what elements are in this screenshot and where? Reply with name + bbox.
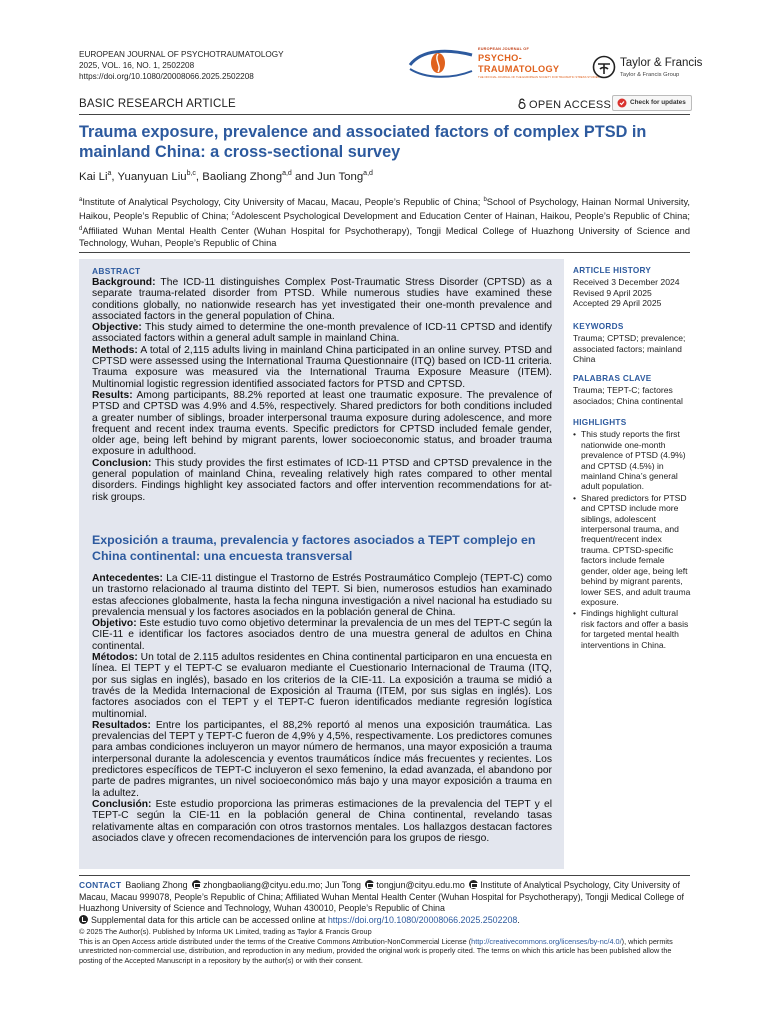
contact-email-2[interactable]: tongjun@cityu.edu.mo bbox=[376, 880, 465, 890]
publisher-emblem-icon bbox=[592, 55, 616, 79]
publisher-logo bbox=[592, 55, 702, 81]
supplemental-text: Supplemental data for this article can be accessed online at bbox=[91, 914, 328, 925]
article-history bbox=[573, 266, 693, 309]
supplemental-icon bbox=[79, 915, 88, 924]
author-2[interactable]: Yuanyuan Liu$^{b,c}$ bbox=[117, 170, 196, 183]
logo-bottom-text: THE OFFICIAL JOURNAL OF THE EUROPEAN SOCIETY FOR TRAUMATIC STRESS STUDIES bbox=[478, 75, 600, 79]
address-icon bbox=[469, 880, 478, 889]
resumen-metodos: Métodos: Un total de 2.115 adultos residentes en China continental participaron en una encuesta en línea. El TEPT y el TEPT-C se evaluaron mediante el Cuestionario Internacional de Trauma (ITQ, por sus siglas en inglés), basado en los criterios de la CIE-11. La exposición a trauma se midió a través de la Medida Internacional de Exposición al Trauma (ITEM, por sus siglas en inglés). Los factores asociados con el TEPT y el TEPT-C fueron identificados mediante regresión logística multinomial. bbox=[92, 652, 552, 720]
palabras-section bbox=[573, 374, 693, 406]
open-access-label bbox=[518, 98, 611, 111]
contact-email-1[interactable]: zhongbaoliang@cityu.edu.mo bbox=[203, 880, 321, 890]
highlight-item: • Findings highlight cultural risk factors and offer a basis for targeted mental health interventions in China. bbox=[573, 608, 693, 650]
accepted-date: Accepted 29 April 2025 bbox=[573, 298, 662, 309]
journal-volume: 2025, VOL. 16, NO. 1, 2502208 bbox=[79, 61, 195, 70]
abstract-label: ABSTRACT bbox=[92, 266, 141, 276]
abstract-background: Background: The ICD-11 distinguishes Complex Post-Traumatic Stress Disorder (CPTSD) as a separate trauma-related disorder from PTSD. While numerous studies have examined these conditions globally, no nationwide research has yet investigated their one-month prevalence and associated factors in the general population of China. bbox=[92, 277, 552, 322]
license-block bbox=[79, 927, 690, 965]
author-list: Kai Li$^a$, Yuanyuan Liu$^{b,c}$, Baoliang Zhong$^{a,d}$ and Jun Tong$^{a,d}$ bbox=[79, 170, 373, 183]
palabras-head: PALABRAS CLAVE bbox=[573, 374, 652, 383]
contact-block: CONTACT Baoliang Zhong zhongbaoliang@cityu.edu.mo; Jun Tong tongjun@cityu.edu.mo Institute of Analytical Psychology, City University of Macau, Macau 999078, People’s Republic of China; Affiliated Wuhan Mental Health Center (Wuhan Hospital for Psychotherapy), Tongji Medical College of Huazhong University of Science and Technology, Wuhan 430010, People’s Republic of China Supplemental data for this article can be accessed online at https://doi.org/10.1080/20008066.2025.2502208. bbox=[79, 880, 684, 925]
contact-label: CONTACT bbox=[79, 880, 122, 890]
journal-meta bbox=[79, 49, 284, 82]
abstract-methods: Methods: A total of 2,115 adults living in mainland China participated in an online survey. PTSD and CPTSD were assessed using the International Trauma Questionnaire (ITQ) based on ICD-11 criteria. Trauma exposure was measured via the International Trauma Exposure Measure (ITEM). Multinomial logistic regression identified associated factors for PTSD and CPTSD. bbox=[92, 344, 552, 390]
journal-doi-link[interactable]: https://doi.org/10.1080/20008066.2025.2502208 bbox=[79, 72, 254, 81]
logo-title bbox=[478, 53, 559, 74]
check-updates-text: Check for updates bbox=[630, 99, 686, 106]
logo-top-text: EUROPEAN JOURNAL OF bbox=[478, 47, 529, 51]
abstract-conclusion: Conclusion: This study provides the first estimates of ICD-11 PTSD and CPTSD prevalence in the general population of mainland China, revealing relatively high rates compared to other mental disorders. Findings highlight key associated factors and offer intervention recommendations for at-risk groups. bbox=[92, 457, 552, 503]
highlights-section bbox=[573, 418, 693, 651]
keywords-section bbox=[573, 322, 693, 365]
author-1[interactable]: Kai Li$^a$ bbox=[79, 170, 112, 183]
resumen-resultados: Resultados: Entre los participantes, el 88,2% reportó al menos una exposición traumática. Las prevalencias del TEPT y TEPT-C fueron de 4,9% y 4,5%, respectivamente. Los predictores comunes para ambas condiciones incluyeron un mayor número de hermanos, una mayor exposición a trauma interpersonal durante la adolescencia y eventos traumáticos índice más frecuentes y recientes. Los predictores específicos de TEPT-C incluyeron el sexo femenino, la edad avanzada, el abandono por parte de padres migrantes, un nivel socioeconómico más bajo y una mayor exposición a trauma en la adultez. bbox=[92, 719, 552, 799]
journal-name: EUROPEAN JOURNAL OF PSYCHOTRAUMATOLOGY bbox=[79, 50, 284, 59]
palabras-list: Trauma; TEPT-C; factores asociados; China continental bbox=[573, 385, 683, 406]
highlight-item: • Shared predictors for PTSD and CPTSD include more siblings, adolescent interpersonal trauma, and frequent/recent index trauma. CPTSD-specific factors include female gender, older age, being left behind by migrant parents, lower SES, and adult trauma exposure. bbox=[573, 493, 693, 607]
highlight-item: • This study reports the first nationwide one-month prevalence of PTSD (4.9%) and CPTSD (4.5%) in mainland China’s general adult population. bbox=[573, 429, 693, 491]
spanish-title: Exposición a trauma, prevalencia y factores asociados a TEPT complejo en China continental: una encuesta transversal bbox=[92, 533, 536, 563]
resumen-conclusion: Conclusión: Este estudio proporciona las primeras estimaciones de la prevalencia del TEPT y el TEPT-C según la CIE-11 en la población general de China continental, revelando tasas relativamente altas en comparación con otros trastornos mentales. Los hallazgos destacan factores asociados clave y ofrecen recomendaciones de intervención para los grupos de riesgo. bbox=[92, 798, 552, 844]
contact-name-2: Jun Tong bbox=[325, 880, 361, 890]
highlights-head: HIGHLIGHTS bbox=[573, 418, 627, 427]
license-link[interactable]: http://creativecommons.org/licenses/by-nc/4.0/ bbox=[471, 936, 622, 946]
license-text: This is an Open Access article distributed under the terms of the Creative Commons Attribution-NonCommercial License (http://creativecommons.org/licenses/by-nc/4.0/), which permits unrestricted non-commercial use, distribution, and reproduction in any medium, provided the original work is properly cited. The terms on which this article has been published allow the posting of the Accepted Manuscript in a repository by the author(s) or with their consent. bbox=[79, 936, 673, 965]
author-3[interactable]: Baoliang Zhong$^{a,d}$ bbox=[202, 170, 292, 183]
abstract-text bbox=[92, 277, 552, 503]
resumen-objetivo: Objetivo: Este estudio tuvo como objetivo determinar la prevalencia de un mes del TEPT-C según la CIE-11 e identificar los factores asociados dentro de una muestra general de adultos en China continental. bbox=[92, 618, 552, 652]
highlights-list bbox=[573, 429, 693, 650]
revised-date: Revised 9 April 2025 bbox=[573, 287, 652, 298]
supplemental-link[interactable]: https://doi.org/10.1080/20008066.2025.2502208 bbox=[327, 914, 518, 925]
affiliation-rule bbox=[79, 252, 690, 253]
resumen-antecedentes: Antecedentes: La CIE-11 distingue el Trastorno de Estrés Postraumático Complejo (TEPT-C) como un trastorno relacionado al trauma distinto del TEPT. Si bien, numerosos estudios han examinado estas afecciones globalmente, hasta la fecha ninguna investigación a nivel nacional ha estudiado su prevalencia mensual y los factores asociados en la población general de China. bbox=[92, 573, 552, 618]
copyright-line: © 2025 The Author(s). Published by Informa UK Limited, trading as Taylor & Francis Group bbox=[79, 927, 372, 936]
check-updates-button[interactable] bbox=[612, 95, 692, 111]
header-rule bbox=[79, 114, 690, 115]
publisher-name: Taylor & Francis bbox=[620, 57, 703, 69]
received-date: Received 3 December 2024 bbox=[573, 277, 680, 288]
affiliations: $^a$Institute of Analytical Psychology, City University of Macau, Macau, People’s Republic of China; $^b$School of Psychology, Hainan Normal University, Haikou, People’s Republic of China; $^c$Adolescent Psychological Development and Education Center of Hainan, Haikou, People’s Republic of China; $^d$Affiliated Wuhan Mental Health Center (Wuhan Hospital for Psychotherapy), Tongji Medical College of Huazhong University of Science and Technology, Wuhan, People’s Republic of China bbox=[79, 197, 690, 248]
keywords-head: KEYWORDS bbox=[573, 322, 624, 331]
journal-logo bbox=[408, 45, 600, 81]
author-4[interactable]: Jun Tong$^{a,d}$ bbox=[317, 170, 373, 183]
abstract-results: Results: Among participants, 88.2% reported at least one traumatic exposure. The prevalence of PTSD and CPTSD was 4.9% and 4.5%, respectively. Shared predictors for both conditions included a greater number of siblings, broader interpersonal trauma exposure during adolescence, and more frequent and recent index trauma events. Specific predictors for CPTSD included female gender, older age, being left behind by migrant parents, lower socioeconomic status, and broader trauma exposure in adulthood. bbox=[92, 389, 552, 458]
open-lock-icon bbox=[518, 98, 526, 109]
spanish-abstract-text bbox=[92, 573, 552, 844]
logo-line2: TRAUMATOLOGY bbox=[478, 63, 560, 74]
open-access-text: OPEN ACCESS bbox=[529, 99, 612, 111]
check-updates-icon bbox=[617, 98, 627, 108]
email-icon bbox=[365, 880, 374, 889]
journal-emblem-icon bbox=[408, 45, 474, 81]
logo-line1: PSYCHO- bbox=[478, 53, 522, 63]
contact-address: Institute of Analytical Psychology, City University of Macau, Macau 999078, People’s Republic of China; Affiliated Wuhan Mental Health Center (Wuhan Hospital for Psychotherapy), Tongji Medical College of Huazhong University of Science and Technology, Wuhan 430010, People’s Republic of China bbox=[79, 880, 684, 914]
contact-rule bbox=[79, 875, 690, 876]
article-type: BASIC RESEARCH ARTICLE bbox=[79, 98, 236, 110]
contact-name-1: Baoliang Zhong bbox=[125, 880, 188, 890]
abstract-objective: Objective: This study aimed to determine the one-month prevalence of ICD-11 CPTSD and identify associated factors within a general adult sample in mainland China. bbox=[92, 322, 552, 345]
email-icon bbox=[192, 880, 201, 889]
publisher-sub: Taylor & Francis Group bbox=[620, 72, 680, 78]
article-title: Trauma exposure, prevalence and associated factors of complex PTSD in mainland China: a cross-sectional survey bbox=[79, 123, 647, 161]
history-head: ARTICLE HISTORY bbox=[573, 266, 652, 275]
keywords-list: Trauma; CPTSD; prevalence; associated factors; mainland China bbox=[573, 333, 686, 365]
